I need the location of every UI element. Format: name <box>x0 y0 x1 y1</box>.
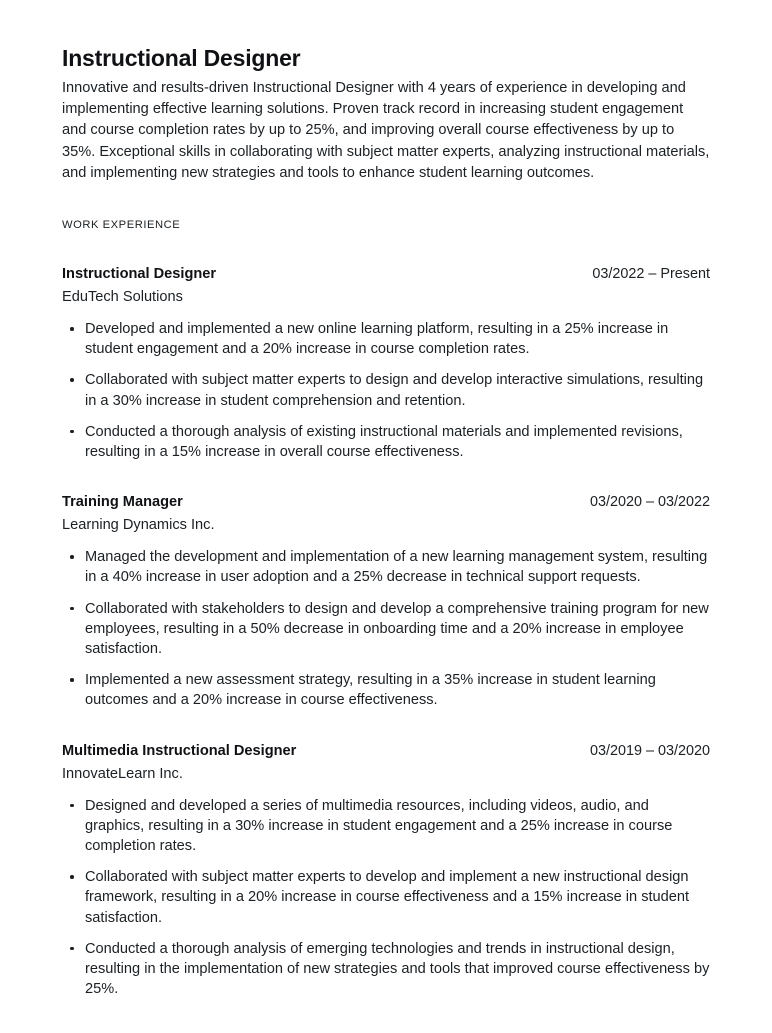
list-item-text: Collaborated with subject matter experts to develop and implement a new instructional design framework, resulting in a 20% increase in course effectiveness and a 15% increase in student satisfaction. <box>85 869 690 926</box>
job-dates: 03/2020 – 03/2022 <box>589 494 710 511</box>
responsibility-list <box>62 547 710 710</box>
responsibility-list <box>62 319 710 462</box>
list-item-text: Designed and developed a series of multimedia resources, including videos, audio, and graphics, resulting in a 30% increase in student engagement and a 25% increase in course completion rates. <box>85 797 673 855</box>
list-item-text: Implemented a new assessment strategy, resulting in a 35% increase in student learning outcomes and a 20% increase in course effectiveness. <box>85 672 656 709</box>
list-item-text: Conducted a thorough analysis of emerging technologies and trends in instructional design, resulting in the implementation of new strategies and tools that improved course effectiveness by 25%. <box>85 940 710 998</box>
section-heading-work-experience: WORK EXPERIENCE <box>62 219 181 232</box>
list-item <box>62 599 710 660</box>
experience-entry-header <box>62 492 710 512</box>
bullet-dot-icon <box>70 430 74 434</box>
bullet-dot-icon <box>70 555 74 559</box>
experience-entry <box>62 264 710 462</box>
job-dates: 03/2019 – 03/2020 <box>589 742 710 759</box>
experience-entry <box>62 492 710 710</box>
job-title: Training Manager <box>62 494 183 511</box>
list-item <box>62 422 710 462</box>
job-dates: 03/2022 – Present <box>592 266 710 283</box>
list-item <box>62 547 710 587</box>
list-item <box>62 939 710 1000</box>
list-item <box>62 867 710 928</box>
list-item <box>62 796 710 857</box>
bullet-dot-icon <box>70 875 74 879</box>
experience-entry-header <box>62 741 710 761</box>
bullet-dot-icon <box>70 947 74 951</box>
list-item <box>62 319 710 359</box>
list-item-text: Developed and implemented a new online learning platform, resulting in a 25% increase in student engagement and a 20% increase in course completion rates. <box>85 321 669 358</box>
list-item <box>62 670 710 710</box>
professional-summary: Innovative and results-driven Instructional Designer with 4 years of experience in developing and implementing effective learning solutions. Proven track record in increasing student engagement and course completion rates by up to 25%, and improving overall course effectiveness by up to 35%. Exceptional skills in collaborating with subject matter experts, analyzing instructional materials, and implementing new strategies and tools to enhance student learning outcomes. <box>62 80 710 181</box>
bullet-dot-icon <box>70 804 74 808</box>
responsibility-list <box>62 796 710 1000</box>
page-title: Instructional Designer <box>62 45 301 71</box>
work-experience-section <box>62 218 710 999</box>
list-item-text: Collaborated with subject matter experts to design and develop interactive simulations, resulting in a 30% increase in student comprehension and retention. <box>85 372 704 409</box>
job-title: Instructional Designer <box>62 266 217 283</box>
company-name: InnovateLearn Inc. <box>62 765 183 782</box>
bullet-dot-icon <box>70 327 74 331</box>
experience-entry-header <box>62 264 710 284</box>
list-item <box>62 370 710 410</box>
bullet-dot-icon <box>70 607 74 611</box>
bullet-dot-icon <box>70 678 74 682</box>
company-name: EduTech Solutions <box>62 289 183 306</box>
company-name: Learning Dynamics Inc. <box>62 517 215 534</box>
bullet-dot-icon <box>70 378 74 382</box>
list-item-text: Managed the development and implementation of a new learning management system, resulting in a 40% increase in user adoption and a 25% decrease in technical support requests. <box>85 549 708 586</box>
list-item-text: Conducted a thorough analysis of existing instructional materials and implemented revisions, resulting in a 15% increase in overall course effectiveness. <box>85 423 683 461</box>
list-item-text: Collaborated with stakeholders to design and develop a comprehensive training program for new employees, resulting in a 50% decrease in onboarding time and a 20% increase in employee satisfaction. <box>85 600 709 658</box>
experience-entry <box>62 741 710 1000</box>
job-title: Multimedia Instructional Designer <box>62 742 297 759</box>
